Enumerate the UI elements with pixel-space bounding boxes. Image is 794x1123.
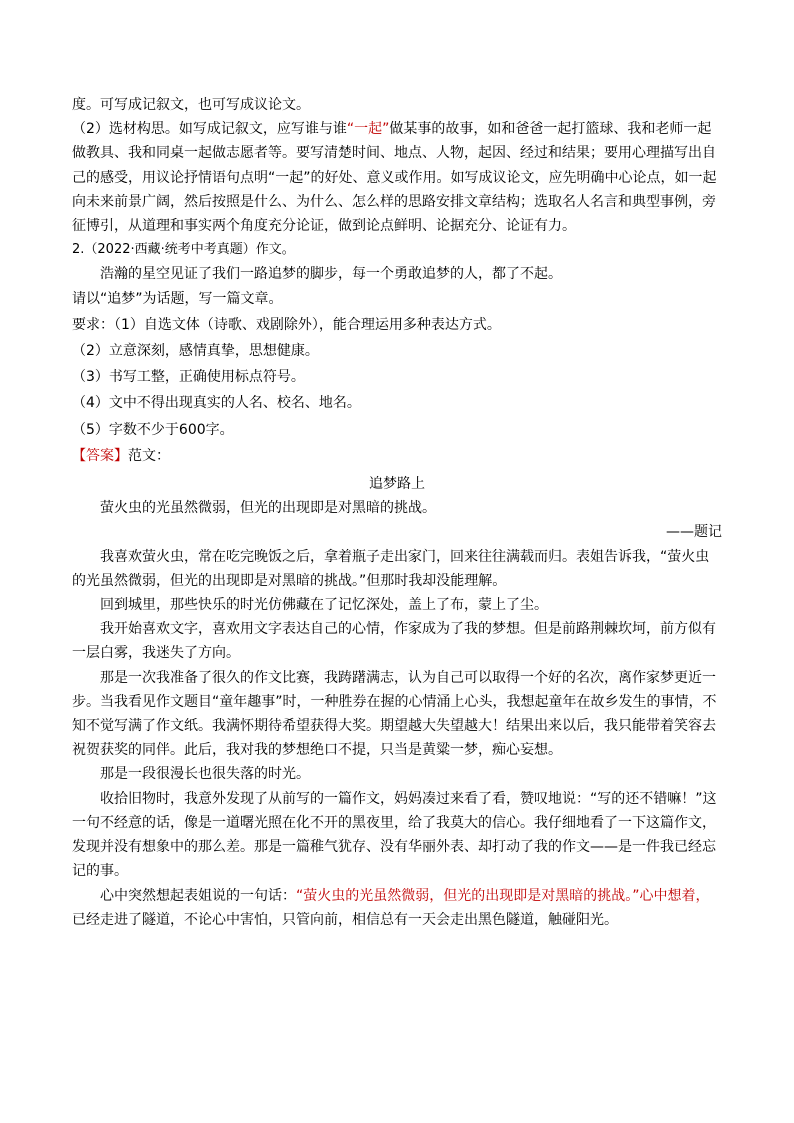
essay-paragraph: 回到城里，那些快乐的时光仿佛藏在了记忆深处，盖上了布，蒙上了尘。 [100, 597, 548, 614]
essay-title: 追梦路上 [369, 476, 425, 493]
question-2-topic: 请以“追梦”为话题，写一篇文章。 [72, 290, 283, 307]
highlight-quote-firefly: “萤火虫的光虽然微弱，但光的出现即是对黑暗的挑战。”心中想着， [296, 887, 710, 904]
essay-paragraph: 我喜欢萤火虫，常在吃完晚饭之后，拿着瓶子走出家门，回来往往满载而归。表姐告诉我，“萤火虫的光虽然微弱，但光的出现即是对黑暗的挑战。”但那时我却没能理解。 [72, 548, 710, 589]
question-2-prompt: 浩瀚的星空见证了我们一路追梦的脚步，每一个勇敢追梦的人，都了不起。 [100, 266, 562, 283]
requirement-item: 要求：（1）自选文体（诗歌、戏剧除外），能合理运用多种表达方式。 [72, 316, 501, 333]
last-text-rest: 已经走进了隧道，不论心中害怕，只管向前，相信总有一天会走出黑色隧道，触碰阳光。 [72, 911, 618, 928]
document-page [72, 93, 722, 932]
essay-paragraph: 那是一次我准备了很久的作文比赛，我踌躇满志，认为自己可以取得一个好的名次，离作家梦更近一步。当我看见作文题目“童年趣事”时，一种胜券在握的心情涌上心头，我想起童年在故乡发生的事情，不知不觉写满了作文纸。我满怀期待希望获得大奖。期望越大失望越大！结果出来以后，我只能带着笑容去祝贺获奖的同伴。此后，我对我的梦想绝口不提，只当是黄粱一梦，痴心妄想。 [72, 669, 717, 759]
requirement-item: （4）文中不得出现真实的人名、校名、地名。 [72, 395, 361, 412]
essay-paragraph: 收拾旧物时，我意外发现了从前写的一篇作文，妈妈凑过来看了看，赞叹地说：“写的还不错嘛！”这一句不经意的话，像是一道曙光照在化不开的黑夜里，给了我莫大的信心。我仔细地看了一下这篇作文，发现并没有想象中的那么差。那是一篇稚气犹存、没有华丽外表、却打动了我的作文——是一件我已经忘记的事。 [72, 790, 717, 880]
requirement-item: （3）书写工整，正确使用标点符号。 [72, 369, 305, 386]
requirements-list [72, 313, 722, 442]
requirement-item: （5）字数不少于600字。 [72, 421, 234, 438]
answer-label: 范文： [128, 447, 170, 464]
question-2-header: 2.（2022·西藏·统考中考真题）作文。 [72, 242, 295, 258]
planning-text-start: （2）选材构思。如写成记叙文，应写谁与谁 [72, 121, 347, 138]
essay-paragraph-last [72, 884, 722, 932]
planning-text-rest: 做某事的故事，如和爸爸一起打篮球、我和老师一起做教具、我和同桌一起做志愿者等。要写清楚时间、地点、人物，起因、经过和结果；要用心理描写出自己的感受，用议论抒情语句点明“一起”的好处、意义或作用。如写成议论文，应先明确中心论点，如一起向未来前景广阔，然后按照是什么、为什么、怎么样的思路安排文章结构；选取名人名言和典型事例，旁征博引，从道理和事实两个角度充分论证，做到论点鲜明、论据充分、论证有力。 [72, 121, 717, 235]
highlight-quote-together: “一起” [346, 121, 390, 138]
essay-paragraph: 那是一段很漫长也很失落的时光。 [100, 766, 310, 783]
essay-epigraph: 萤火虫的光虽然微弱，但光的出现即是对黑暗的挑战。 [100, 500, 436, 517]
last-text-start: 心中突然想起表姐说的一句话： [100, 887, 296, 904]
answer-tag: 【答案】 [72, 447, 128, 464]
requirement-item: （2）立意深刻，感情真挚，思想健康。 [72, 343, 319, 360]
essay-paragraph: 我开始喜欢文字，喜欢用文字表达自己的心情，作家成为了我的梦想。但是前路荆棘坎坷，前方似有一层白雾，我迷失了方向。 [72, 621, 716, 662]
answer-line [72, 444, 722, 468]
paragraph-continuation: 度。可写成记叙文，也可写成议论文。 [72, 97, 310, 113]
essay-epigraph-sign: ——题记 [666, 524, 722, 541]
paragraph-material-planning [72, 117, 722, 238]
